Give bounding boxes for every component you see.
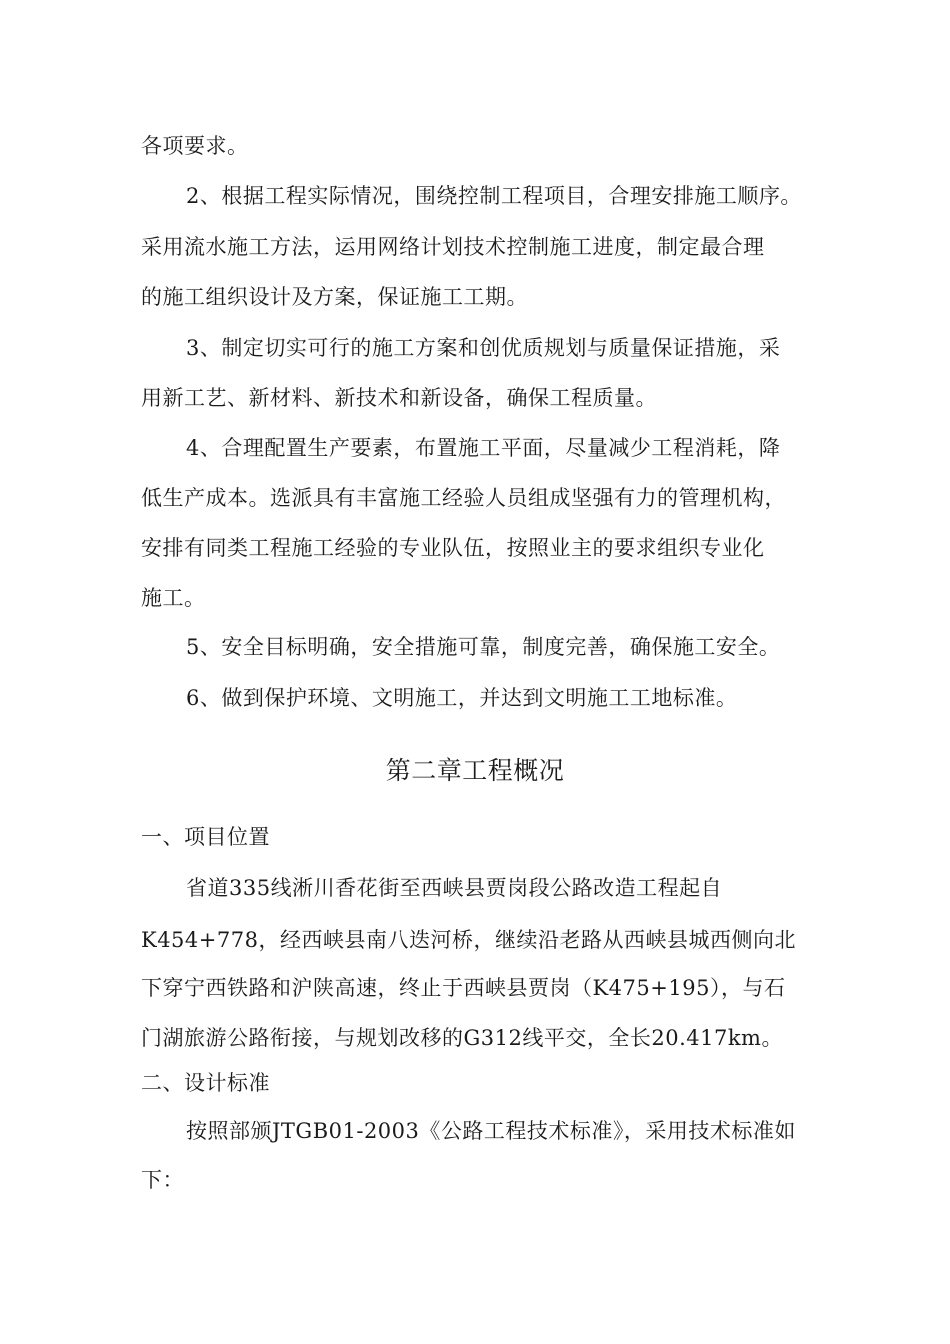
paragraph-line: 5、安全目标明确，安全措施可靠，制度完善，确保施工安全。 (186, 635, 781, 659)
chapter-title: 第二章工程概况 (385, 756, 565, 785)
paragraph-line: K454+778，经西峡县南八迭河桥，继续沿老路从西峡县城西侧向北 (141, 928, 796, 952)
paragraph-line: 安排有同类工程施工经验的专业队伍，按照业主的要求组织专业化 (141, 536, 765, 560)
paragraph-line: 省道335线淅川香花街至西峡县贾岗段公路改造工程起自 (186, 876, 723, 900)
paragraph-line: 的施工组织设计及方案，保证施工工期。 (141, 285, 528, 309)
section-heading: 一、项目位置 (141, 825, 270, 849)
paragraph-line: 施工。 (141, 586, 206, 610)
paragraph-line: 2、根据工程实际情况，围绕控制工程项目，合理安排施工顺序。 (186, 184, 802, 208)
paragraph-line: 6、做到保护环境、文明施工，并达到文明施工工地标准。 (186, 686, 738, 710)
paragraph-line: 4、合理配置生产要素，布置施工平面，尽量减少工程消耗，降 (186, 436, 781, 460)
paragraph-line: 用新工艺、新材料、新技术和新设备，确保工程质量。 (141, 386, 657, 410)
paragraph-line: 门湖旅游公路衔接，与规划改移的G312线平交，全长20.417km。 (141, 1026, 783, 1050)
paragraph-line: 低生产成本。选派具有丰富施工经验人员组成坚强有力的管理机构， (141, 486, 786, 510)
paragraph-line: 下： (141, 1168, 184, 1192)
paragraph-line: 采用流水施工方法，运用网络计划技术控制施工进度，制定最合理 (141, 235, 765, 259)
paragraph-line: 按照部颁JTGB01-2003《公路工程技术标准》，采用技术标准如 (186, 1119, 796, 1143)
paragraph-line: 3、制定切实可行的施工方案和创优质规划与质量保证措施，采 (186, 336, 781, 360)
paragraph-line: 各项要求。 (141, 134, 249, 158)
paragraph-line: 下穿宁西铁路和沪陕高速，终止于西峡县贾岗（K475+195），与石 (141, 976, 786, 1000)
section-heading: 二、设计标准 (141, 1071, 270, 1095)
